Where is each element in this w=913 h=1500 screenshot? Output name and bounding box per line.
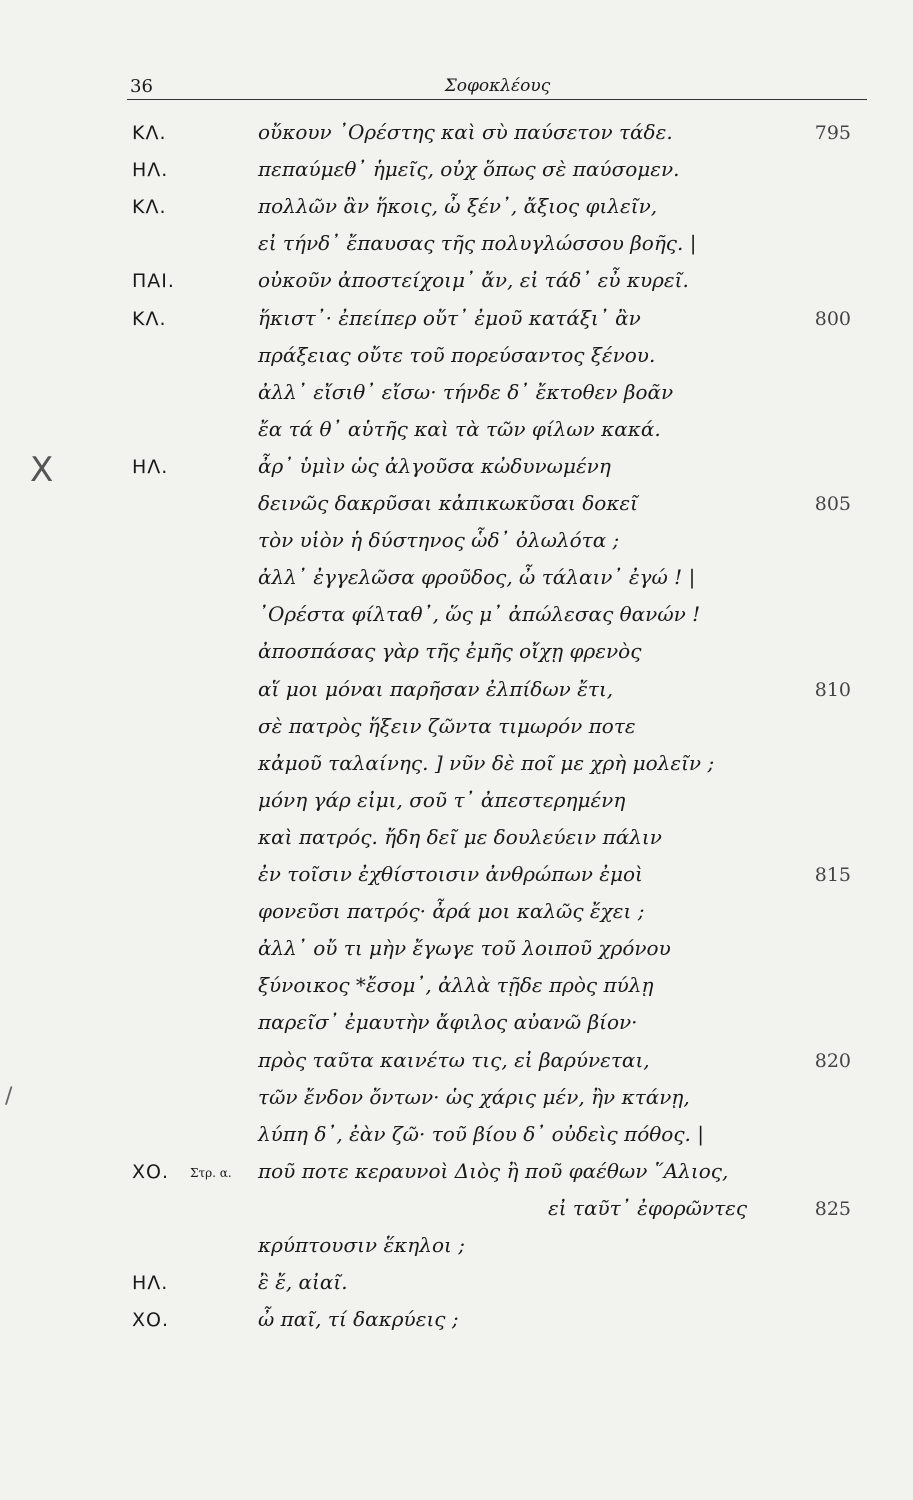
speaker-label: ΧΟ. <box>132 1160 170 1183</box>
verse-text: εἰ ταῦτ᾿ ἐφορῶντες <box>548 1195 748 1220</box>
line-number: 825 <box>814 1197 851 1220</box>
verse-line <box>0 1046 913 1088</box>
verse-line <box>0 823 913 865</box>
header-rule <box>127 99 867 100</box>
verse-text: ἀλλ᾿ εἴσιθ᾿ εἴσω· τήνδε δ᾿ ἔκτοθεν βοᾶν <box>258 379 674 404</box>
verse-text: ὦ παῖ, τί δακρύεις ; <box>258 1307 459 1332</box>
verse-text: ἀποσπάσας γὰρ τῆς ἐμῆς οἴχῃ φρενὸς <box>258 639 642 664</box>
verse-line <box>0 1083 913 1125</box>
verse-line <box>0 712 913 754</box>
verse-text: ἒ ἔ, αἰαῖ. <box>258 1270 348 1295</box>
line-number: 810 <box>814 678 851 701</box>
page-number: 36 <box>130 76 153 97</box>
verse-line <box>0 600 913 642</box>
verse-line <box>0 192 913 234</box>
verse-text: αἵ μοι μόναι παρῆσαν ἐλπίδων ἔτι, <box>258 676 614 701</box>
verse-line <box>0 1231 913 1273</box>
speaker-label: ΗΛ. <box>132 455 169 478</box>
line-number: 795 <box>814 122 851 144</box>
verse-line <box>0 304 913 346</box>
verse-line <box>0 1194 913 1236</box>
speaker-label: ΚΛ. <box>132 307 167 330</box>
verse-text: ποῦ ποτε κεραυνοὶ Διὸς ἢ ποῦ φαέθων ῞Αλιος, <box>258 1158 729 1183</box>
verse-line <box>0 1305 913 1347</box>
verse-line <box>0 563 913 605</box>
line-number: 820 <box>814 1049 851 1072</box>
verse-text: πολλῶν ἂν ἥκοις, ὦ ξέν᾿, ἄξιος φιλεῖν, <box>258 194 658 219</box>
verse-text: μόνη γάρ εἰμι, σοῦ τ᾿ ἀπεστερημένη <box>258 787 626 812</box>
verse-line <box>0 526 913 568</box>
verse-text: πρὸς ταῦτα καινέτω τις, εἰ βαρύνεται, <box>258 1047 650 1072</box>
verse-text: κἀμοῦ ταλαίνης. ] νῦν δὲ ποῖ με χρὴ μολεῖν ; <box>258 750 715 775</box>
verse-line <box>0 229 913 271</box>
verse-text: τῶν ἔνδον ὄντων· ὡς χάρις μέν, ἢν κτάνῃ, <box>258 1084 690 1109</box>
verse-line <box>0 860 913 902</box>
verse-text: οὔκουν ᾿Ορέστης καὶ σὺ παύσετον τάδε. <box>258 120 673 144</box>
running-title: Σοφοκλέους <box>444 76 551 96</box>
verse-text: παρεῖσ᾿ ἐμαυτὴν ἄφιλος αὐανῶ βίον· <box>258 1010 638 1035</box>
verse-line <box>0 971 913 1013</box>
verse-text: ᾿Ορέστα φίλταθ᾿, ὥς μ᾿ ἀπώλεσας θανών ! <box>258 602 701 627</box>
verse-text: πράξειας οὔτε τοῦ πορεύσαντος ξένου. <box>258 342 656 367</box>
speaker-label: ΧΟ. <box>132 1309 170 1332</box>
verse-line <box>0 415 913 457</box>
verse-line <box>0 1157 913 1199</box>
verse-line <box>0 934 913 976</box>
verse-text: ἐν τοῖσιν ἐχθίστοισιν ἀνθρώπων ἐμοὶ <box>258 862 643 886</box>
verse-text: ἆρ᾿ ὑμὶν ὡς ἀλγοῦσα κὠδυνωμένη <box>258 453 611 478</box>
margin-slash-mark: / <box>5 1084 13 1109</box>
verse-line <box>0 1268 913 1310</box>
speaker-label: ΚΛ. <box>132 122 167 144</box>
verse-line <box>0 1008 913 1050</box>
page-header <box>130 72 865 102</box>
verse-text: ἀλλ᾿ ἐγγελῶσα φροῦδος, ὦ τάλαιν᾿ ἐγώ ! | <box>258 565 696 590</box>
verse-text: ἔα τά θ᾿ αὑτῆς καὶ τὰ τῶν φίλων κακά. <box>258 416 661 441</box>
speaker-label: ΠΑΙ. <box>132 270 175 293</box>
verse-text: κρύπτουσιν ἕκηλοι ; <box>258 1233 465 1257</box>
verse-text: σὲ πατρὸς ἥξειν ζῶντα τιμωρόν ποτε <box>258 713 636 738</box>
verse-line <box>0 266 913 308</box>
verse-text: ἥκιστ᾿· ἐπείπερ οὔτ᾿ ἐμοῦ κατάξι᾿ ἂν <box>258 305 641 330</box>
verse-line <box>0 341 913 383</box>
verse-line <box>0 378 913 420</box>
verse-line <box>0 897 913 939</box>
verse-text: λύπη δ᾿, ἐὰν ζῶ· τοῦ βίου δ᾿ οὐδεὶς πόθος. | <box>258 1121 704 1146</box>
line-number: 800 <box>814 307 851 330</box>
verse-text: πεπαύμεθ᾿ ἡμεῖς, οὐχ ὅπως σὲ παύσομεν. <box>258 157 680 182</box>
verse-text: εἰ τήνδ᾿ ἔπαυσας τῆς πολυγλώσσου βοῆς. | <box>258 231 697 256</box>
speaker-label: ΗΛ. <box>132 159 169 182</box>
verse-line <box>0 1120 913 1162</box>
line-number: 815 <box>814 864 851 886</box>
speaker-label: ΗΛ. <box>132 1272 169 1295</box>
verse-line <box>0 155 913 197</box>
verse-text: φονεῦσι πατρός· ἆρά μοι καλῶς ἔχει ; <box>258 899 645 924</box>
speaker-label: ΚΛ. <box>132 196 167 219</box>
margin-x-mark: X <box>30 450 54 490</box>
verse-line <box>0 637 913 679</box>
verse-text: καὶ πατρός. ἤδη δεῖ με δουλεύειν πάλιν <box>258 824 662 849</box>
verse-line <box>0 489 913 531</box>
strophe-label: Στρ. α. <box>190 1165 232 1180</box>
verse-text: ξύνοικος *ἔσομ᾿, ἀλλὰ τῇδε πρὸς πύλῃ <box>258 973 654 998</box>
verse-line <box>0 749 913 791</box>
verse-line <box>0 452 913 494</box>
verse-line <box>0 118 913 160</box>
verse-line <box>0 786 913 828</box>
verse-line <box>0 675 913 717</box>
verse-text: οὐκοῦν ἀποστείχοιμ᾿ ἄν, εἰ τάδ᾿ εὖ κυρεῖ. <box>258 268 689 293</box>
verse-text: δεινῶς δακρῦσαι κἀπικωκῦσαι δοκεῖ <box>258 491 639 515</box>
verse-text: τὸν υἱὸν ἡ δύστηνος ὧδ᾿ ὀλωλότα ; <box>258 528 620 553</box>
line-number: 805 <box>814 493 851 515</box>
verse-text: ἀλλ᾿ οὔ τι μὴν ἔγωγε τοῦ λοιποῦ χρόνου <box>258 936 671 961</box>
